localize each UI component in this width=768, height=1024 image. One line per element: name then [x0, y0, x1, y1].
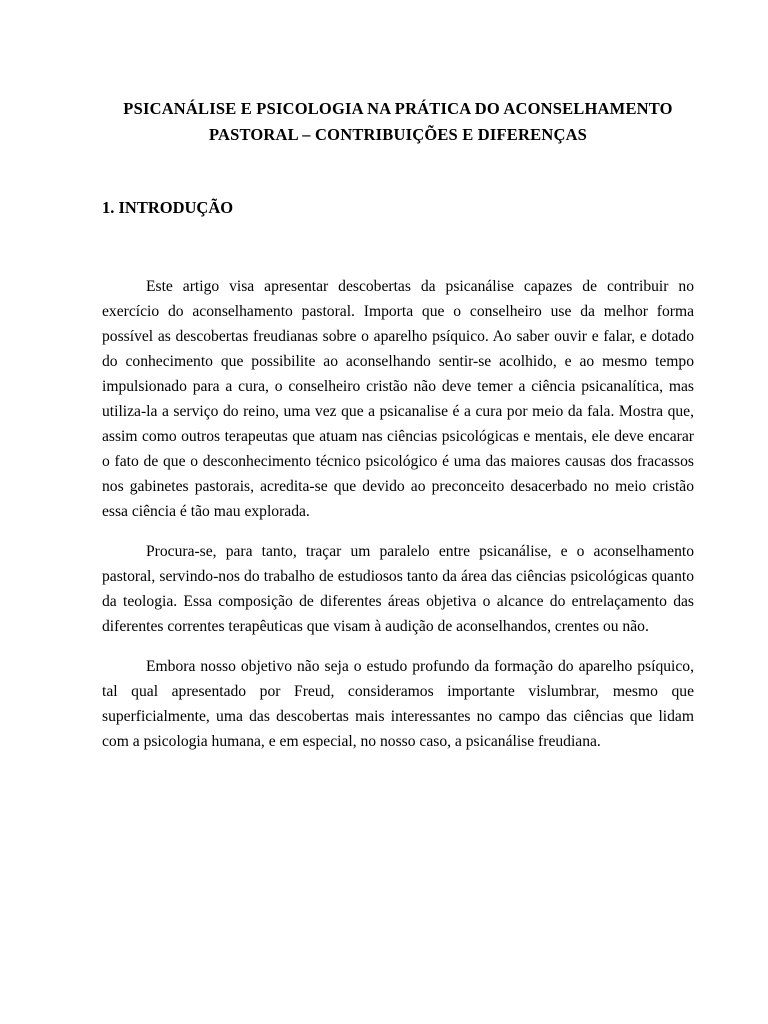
document-body [102, 274, 694, 769]
paragraph-line: com a psicologia humana, e em especial, no nosso caso, a psicanálise freudiana. [102, 733, 601, 750]
section-heading: 1. INTRODUÇÃO [102, 198, 234, 217]
paragraph-line: impulsionado para a cura, o conselheiro cristão não deve temer a ciência psicanalítica, mas [102, 378, 694, 395]
paragraph-line: possível as descobertas freudianas sobre o aparelho psíquico. Ao saber ouvir e falar, e dotado [102, 328, 694, 345]
paragraph-line: Este artigo visa apresentar descobertas da psicanálise capazes de contribuir no [146, 278, 694, 295]
paragraph-line: pastoral, servindo-nos do trabalho de estudiosos tanto da área das ciências psicológicas quanto [102, 568, 694, 585]
title-line-2: PASTORAL – CONTRIBUIÇÕES E DIFERENÇAS [208, 125, 588, 144]
paragraph-line: essa ciência é tão mau explorada. [102, 503, 310, 520]
paragraph-line: da teologia. Essa composição de diferentes áreas objetiva o alcance do entrelaçamento das [102, 593, 694, 610]
paragraph-line: tal qual apresentado por Freud, consideramos importante vislumbrar, mesmo que [102, 683, 694, 700]
paragraph [102, 539, 694, 639]
paragraph-line: Procura-se, para tanto, traçar um paralelo entre psicanálise, e o aconselhamento [146, 543, 694, 560]
paragraph-line: utiliza-la a serviço do reino, uma vez que a psicanalise é a cura por meio da fala. Mostra que, [102, 403, 694, 420]
paragraph-line: assim como outros terapeutas que atuam nas ciências psicológicas e mentais, ele deve encarar [102, 428, 694, 445]
paragraph [102, 654, 694, 754]
paragraph-line: do conhecimento que possibilite ao aconselhando sentir-se acolhido, e ao mesmo tempo [102, 353, 694, 370]
paragraph-line: Embora nosso objetivo não seja o estudo profundo da formação do aparelho psíquico, [146, 658, 694, 675]
paragraph [102, 274, 694, 524]
title-line-1: PSICANÁLISE E PSICOLOGIA NA PRÁTICA DO ACONSELHAMENTO [123, 99, 673, 118]
paragraph-line: diferentes correntes terapêuticas que visam à audição de aconselhandos, crentes ou não. [102, 618, 649, 635]
paragraph-line: superficialmente, uma das descobertas mais interessantes no campo das ciências que lidam [102, 708, 694, 725]
paragraph-line: o fato de que o desconhecimento técnico psicológico é uma das maiores causas dos fracassos [102, 453, 694, 470]
paragraph-line: nos gabinetes pastorais, acredita-se que devido ao preconceito desacerbado no meio cristão [102, 478, 694, 495]
document-title [102, 96, 694, 148]
paragraph-line: exercício do aconselhamento pastoral. Importa que o conselheiro use da melhor forma [102, 303, 694, 320]
